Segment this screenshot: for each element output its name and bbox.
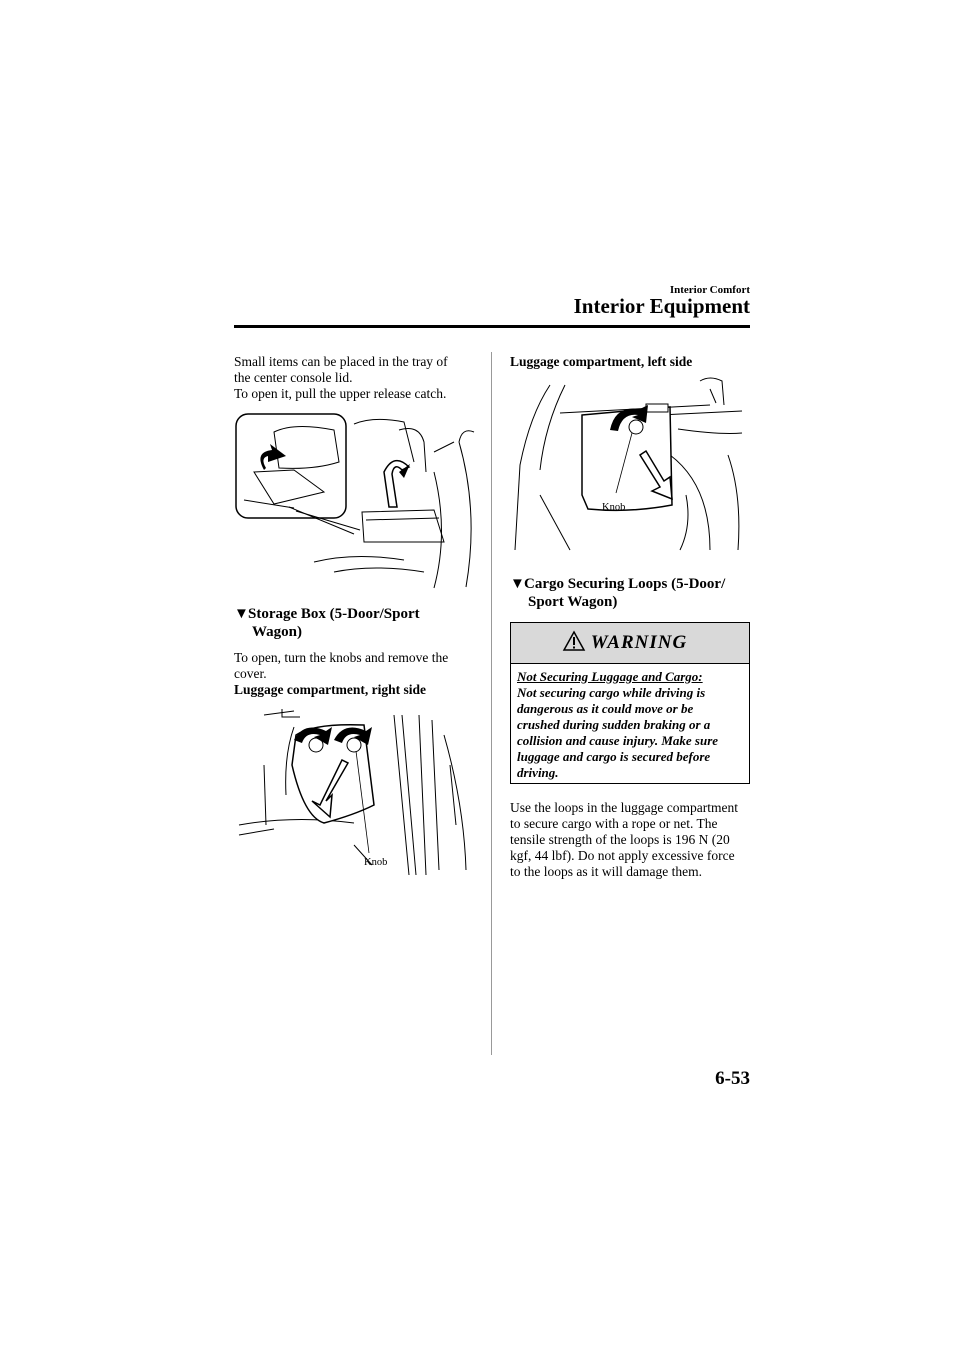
body-line: cover. xyxy=(234,666,267,681)
storage-box-heading xyxy=(234,605,484,641)
triangle-bullet-icon: ▼ xyxy=(510,576,525,592)
right-compartment-illustration xyxy=(234,705,484,880)
body-line: tensile strength of the loops is 196 N (20 xyxy=(510,832,730,847)
body-line: to the loops as it will damage them. xyxy=(510,864,702,879)
body-line: to secure cargo with a rope or net. The xyxy=(510,816,718,831)
intro-line: the center console lid. xyxy=(234,370,353,385)
intro-line: Small items can be placed in the tray of xyxy=(234,354,448,369)
warning-line: driving. xyxy=(517,765,559,780)
header-rule xyxy=(234,325,750,328)
warning-body xyxy=(517,669,743,781)
figure-caption: Luggage compartment, right side xyxy=(234,682,426,697)
body-line: To open, turn the knobs and remove the xyxy=(234,650,449,665)
warning-line: Not securing cargo while driving is xyxy=(517,685,706,700)
warning-title: WARNING xyxy=(590,632,688,653)
warning-line: collision and cause injury. Make sure xyxy=(517,733,719,748)
page-number: 6-53 xyxy=(715,1068,750,1089)
knob-label: Knob xyxy=(364,857,388,868)
warning-line: dangerous as it could move or be xyxy=(517,701,694,716)
page-title: Interior Equipment xyxy=(573,294,750,318)
body-line: kgf, 44 lbf). Do not apply excessive force xyxy=(510,848,735,863)
heading-line: Cargo Securing Loops (5-Door/ xyxy=(524,576,726,592)
storage-box-paragraph xyxy=(234,650,484,698)
heading-line: Storage Box (5-Door/Sport xyxy=(248,606,420,622)
warning-box xyxy=(510,622,750,784)
column-divider xyxy=(491,352,492,1055)
heading-line: Sport Wagon) xyxy=(528,594,618,610)
body-line: Use the loops in the luggage compartment xyxy=(510,800,738,815)
console-illustration xyxy=(234,412,484,592)
intro-paragraph xyxy=(234,354,484,402)
triangle-bullet-icon: ▼ xyxy=(234,606,249,622)
heading-line: Wagon) xyxy=(252,624,303,640)
cargo-loops-paragraph xyxy=(510,800,755,880)
section-label: Interior Comfort xyxy=(669,284,750,296)
figure-caption: Luggage compartment, left side xyxy=(510,354,693,369)
intro-line: To open it, pull the upper release catch. xyxy=(234,386,447,401)
warning-header xyxy=(511,623,749,664)
cargo-loops-heading xyxy=(510,575,750,611)
warning-line: luggage and cargo is secured before xyxy=(517,749,711,764)
knob-label: Knob xyxy=(602,502,626,513)
warning-line: crushed during sudden braking or a xyxy=(517,717,711,732)
warning-subtitle: Not Securing Luggage and Cargo: xyxy=(517,669,703,684)
left-compartment-illustration xyxy=(510,375,750,555)
